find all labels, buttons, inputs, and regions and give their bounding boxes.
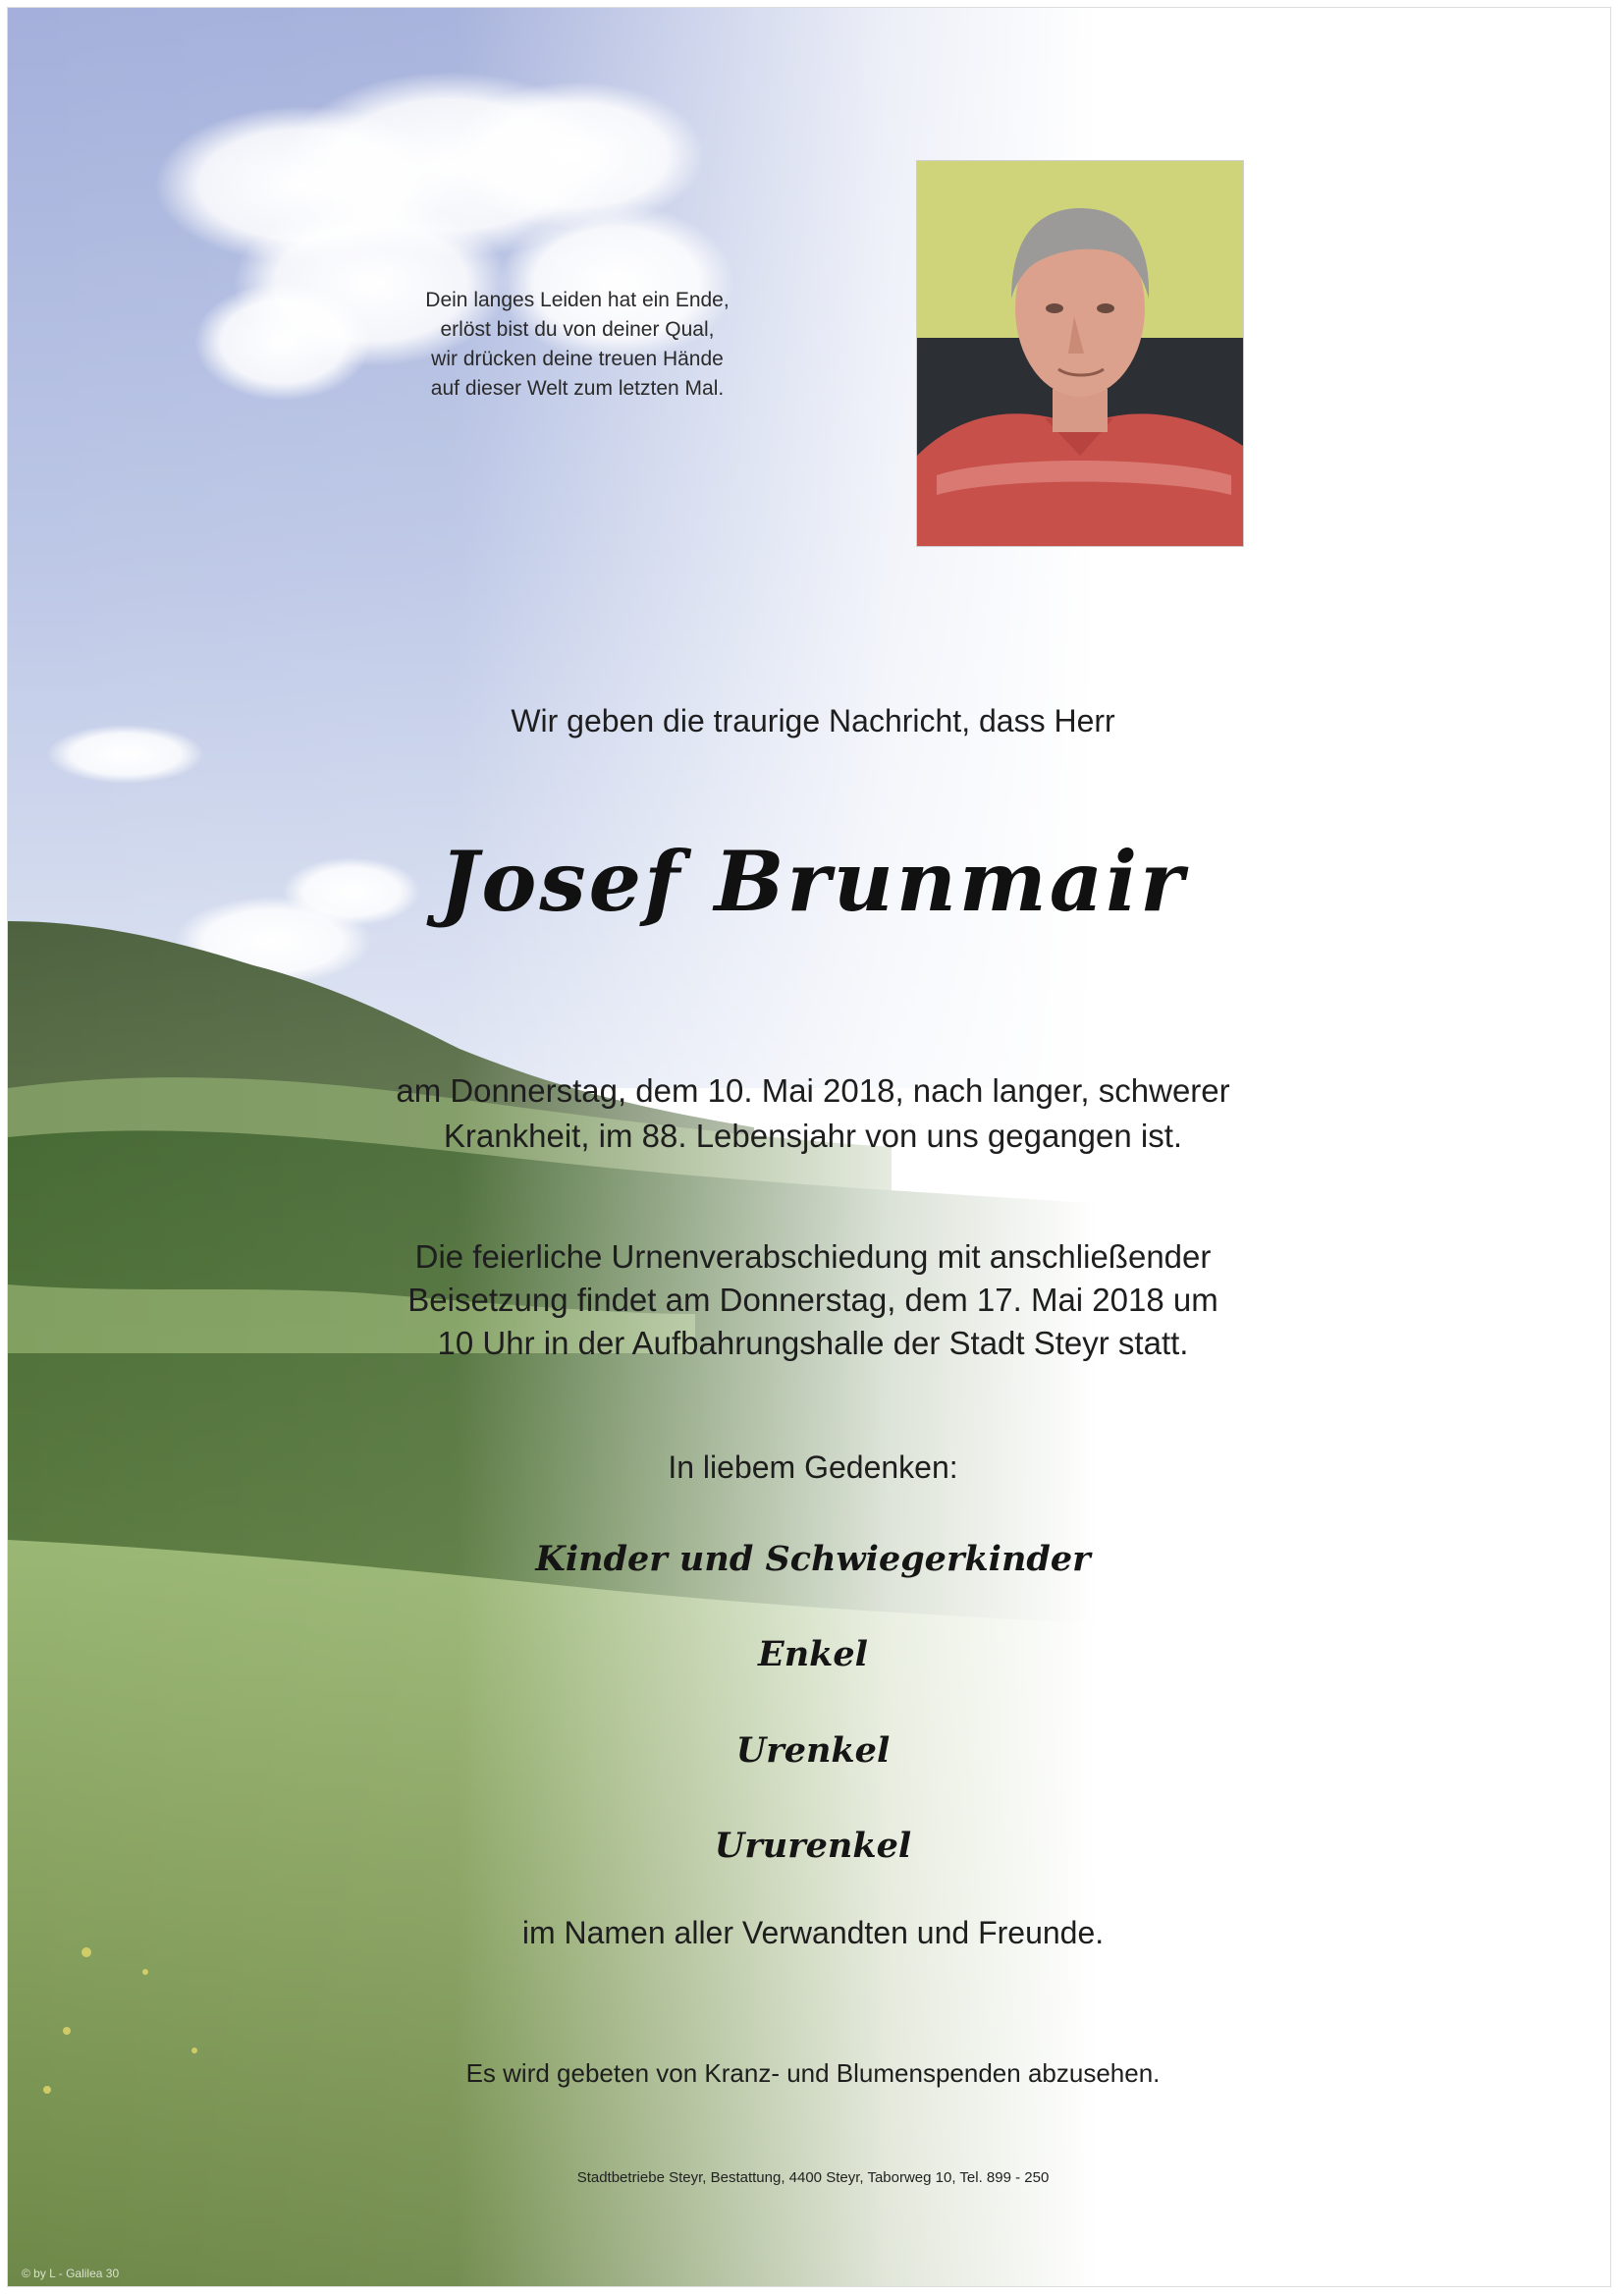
ceremony-line: 10 Uhr in der Aufbahrungshalle der Stadt Steyr statt. [437,1325,1189,1361]
passing-announcement [332,1068,1294,1159]
donation-request: Es wird gebeten von Kranz- und Blumenspenden abzusehen. [465,2058,1161,2088]
poem-line: auf dieser Welt zum letzten Mal. [430,377,725,400]
intro-text: Wir geben die traurige Nachricht, dass Herr [511,703,1115,738]
watermark: © by L - Galilea 30 [22,2267,120,2280]
ceremony-line: Die feierliche Urnenverabschiedung mit anschließender [414,1238,1212,1275]
ceremony-details [332,1235,1294,1365]
funeral-home-footer: Stadtbetriebe Steyr, Bestattung, 4400 Steyr, Taborweg 10, Tel. 899 - 250 [576,2169,1050,2186]
relatives-grandchildren: Enkel [758,1634,868,1674]
deceased-name: Josef Brunmair [439,833,1187,930]
closing-text: im Namen aller Verwandten und Freunde. [521,1915,1105,1950]
obituary-sheet [8,8,1610,2286]
ceremony-line: Beisetzung findet am Donnerstag, dem 17. Mai 2018 um [407,1282,1218,1318]
relatives-great-great-grandchildren: Ururenkel [714,1826,912,1866]
relatives-great-grandchildren: Urenkel [735,1730,891,1771]
portrait-image [917,161,1243,546]
poem [361,286,793,404]
passing-line: am Donnerstag, dem 10. Mai 2018, nach langer, schwerer [396,1072,1230,1109]
portrait-photo [917,161,1243,546]
passing-line: Krankheit, im 88. Lebensjahr von uns gegangen ist. [443,1118,1183,1154]
poem-line: erlöst bist du von deiner Qual, [440,318,715,341]
relatives-children: Kinder und Schwiegerkinder [535,1539,1091,1579]
poem-line: wir drücken deine treuen Hände [431,348,724,370]
memory-heading: In liebem Gedenken: [668,1449,958,1485]
poem-line: Dein langes Leiden hat ein Ende, [425,289,730,311]
